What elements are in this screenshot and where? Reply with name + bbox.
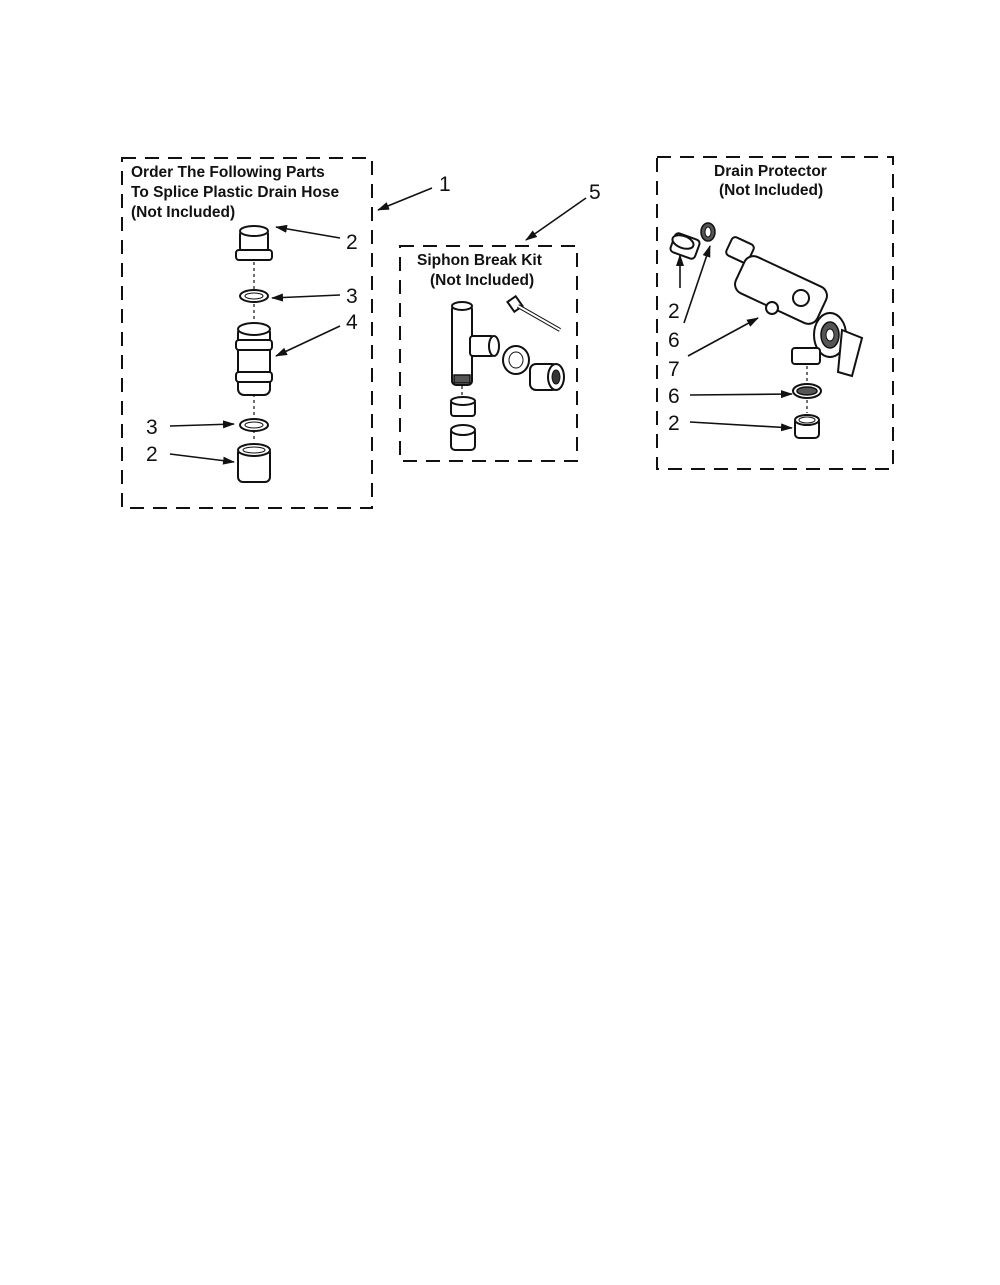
siphon-lower-connector xyxy=(451,425,475,450)
hose-connector-bottom xyxy=(238,444,270,482)
hose-connector-top xyxy=(236,226,272,260)
protector-body xyxy=(725,236,862,376)
hose-clamp-top xyxy=(240,290,268,302)
splice-kit-group xyxy=(122,158,372,508)
drain-protector-group xyxy=(657,157,893,469)
callout-1: 1 xyxy=(439,173,451,196)
protector-clamp-b xyxy=(793,384,821,398)
siphon-tee xyxy=(452,302,499,385)
callout-3-bottom: 3 xyxy=(146,416,158,439)
splice-kit-title-1: Order The Following Parts xyxy=(131,164,325,181)
callout-4: 4 xyxy=(346,311,358,334)
callout-6-protector-a: 6 xyxy=(668,329,680,352)
siphon-adapter xyxy=(530,364,564,390)
protector-connector-a xyxy=(669,232,700,260)
callout-2-protector-a: 2 xyxy=(668,300,680,323)
siphon-kit-group xyxy=(400,246,577,461)
siphon-lower-nut xyxy=(451,397,475,416)
hose-coupler xyxy=(236,323,272,395)
siphon-kit-title-2: (Not Included) xyxy=(430,272,535,289)
callout-2-protector-b: 2 xyxy=(668,412,680,435)
siphon-nut xyxy=(503,346,529,374)
callout-3-top: 3 xyxy=(346,285,358,308)
callout-7: 7 xyxy=(668,358,680,381)
drain-protector-title-1: Drain Protector xyxy=(714,163,827,180)
splice-kit-title-3: (Not Included) xyxy=(131,204,236,221)
callout-2-bottom: 2 xyxy=(146,443,158,466)
protector-clamp-a xyxy=(701,223,715,241)
protector-connector-b xyxy=(795,415,819,438)
drain-protector-title-2: (Not Included) xyxy=(719,182,824,199)
siphon-tie-strap xyxy=(507,296,560,330)
callout-2-top: 2 xyxy=(346,231,358,254)
hose-clamp-bottom xyxy=(240,419,268,431)
callout-5: 5 xyxy=(589,181,601,204)
callout-6-protector-b: 6 xyxy=(668,385,680,408)
splice-kit-title-2: To Splice Plastic Drain Hose xyxy=(131,184,340,201)
siphon-kit-title-1: Siphon Break Kit xyxy=(417,252,542,269)
